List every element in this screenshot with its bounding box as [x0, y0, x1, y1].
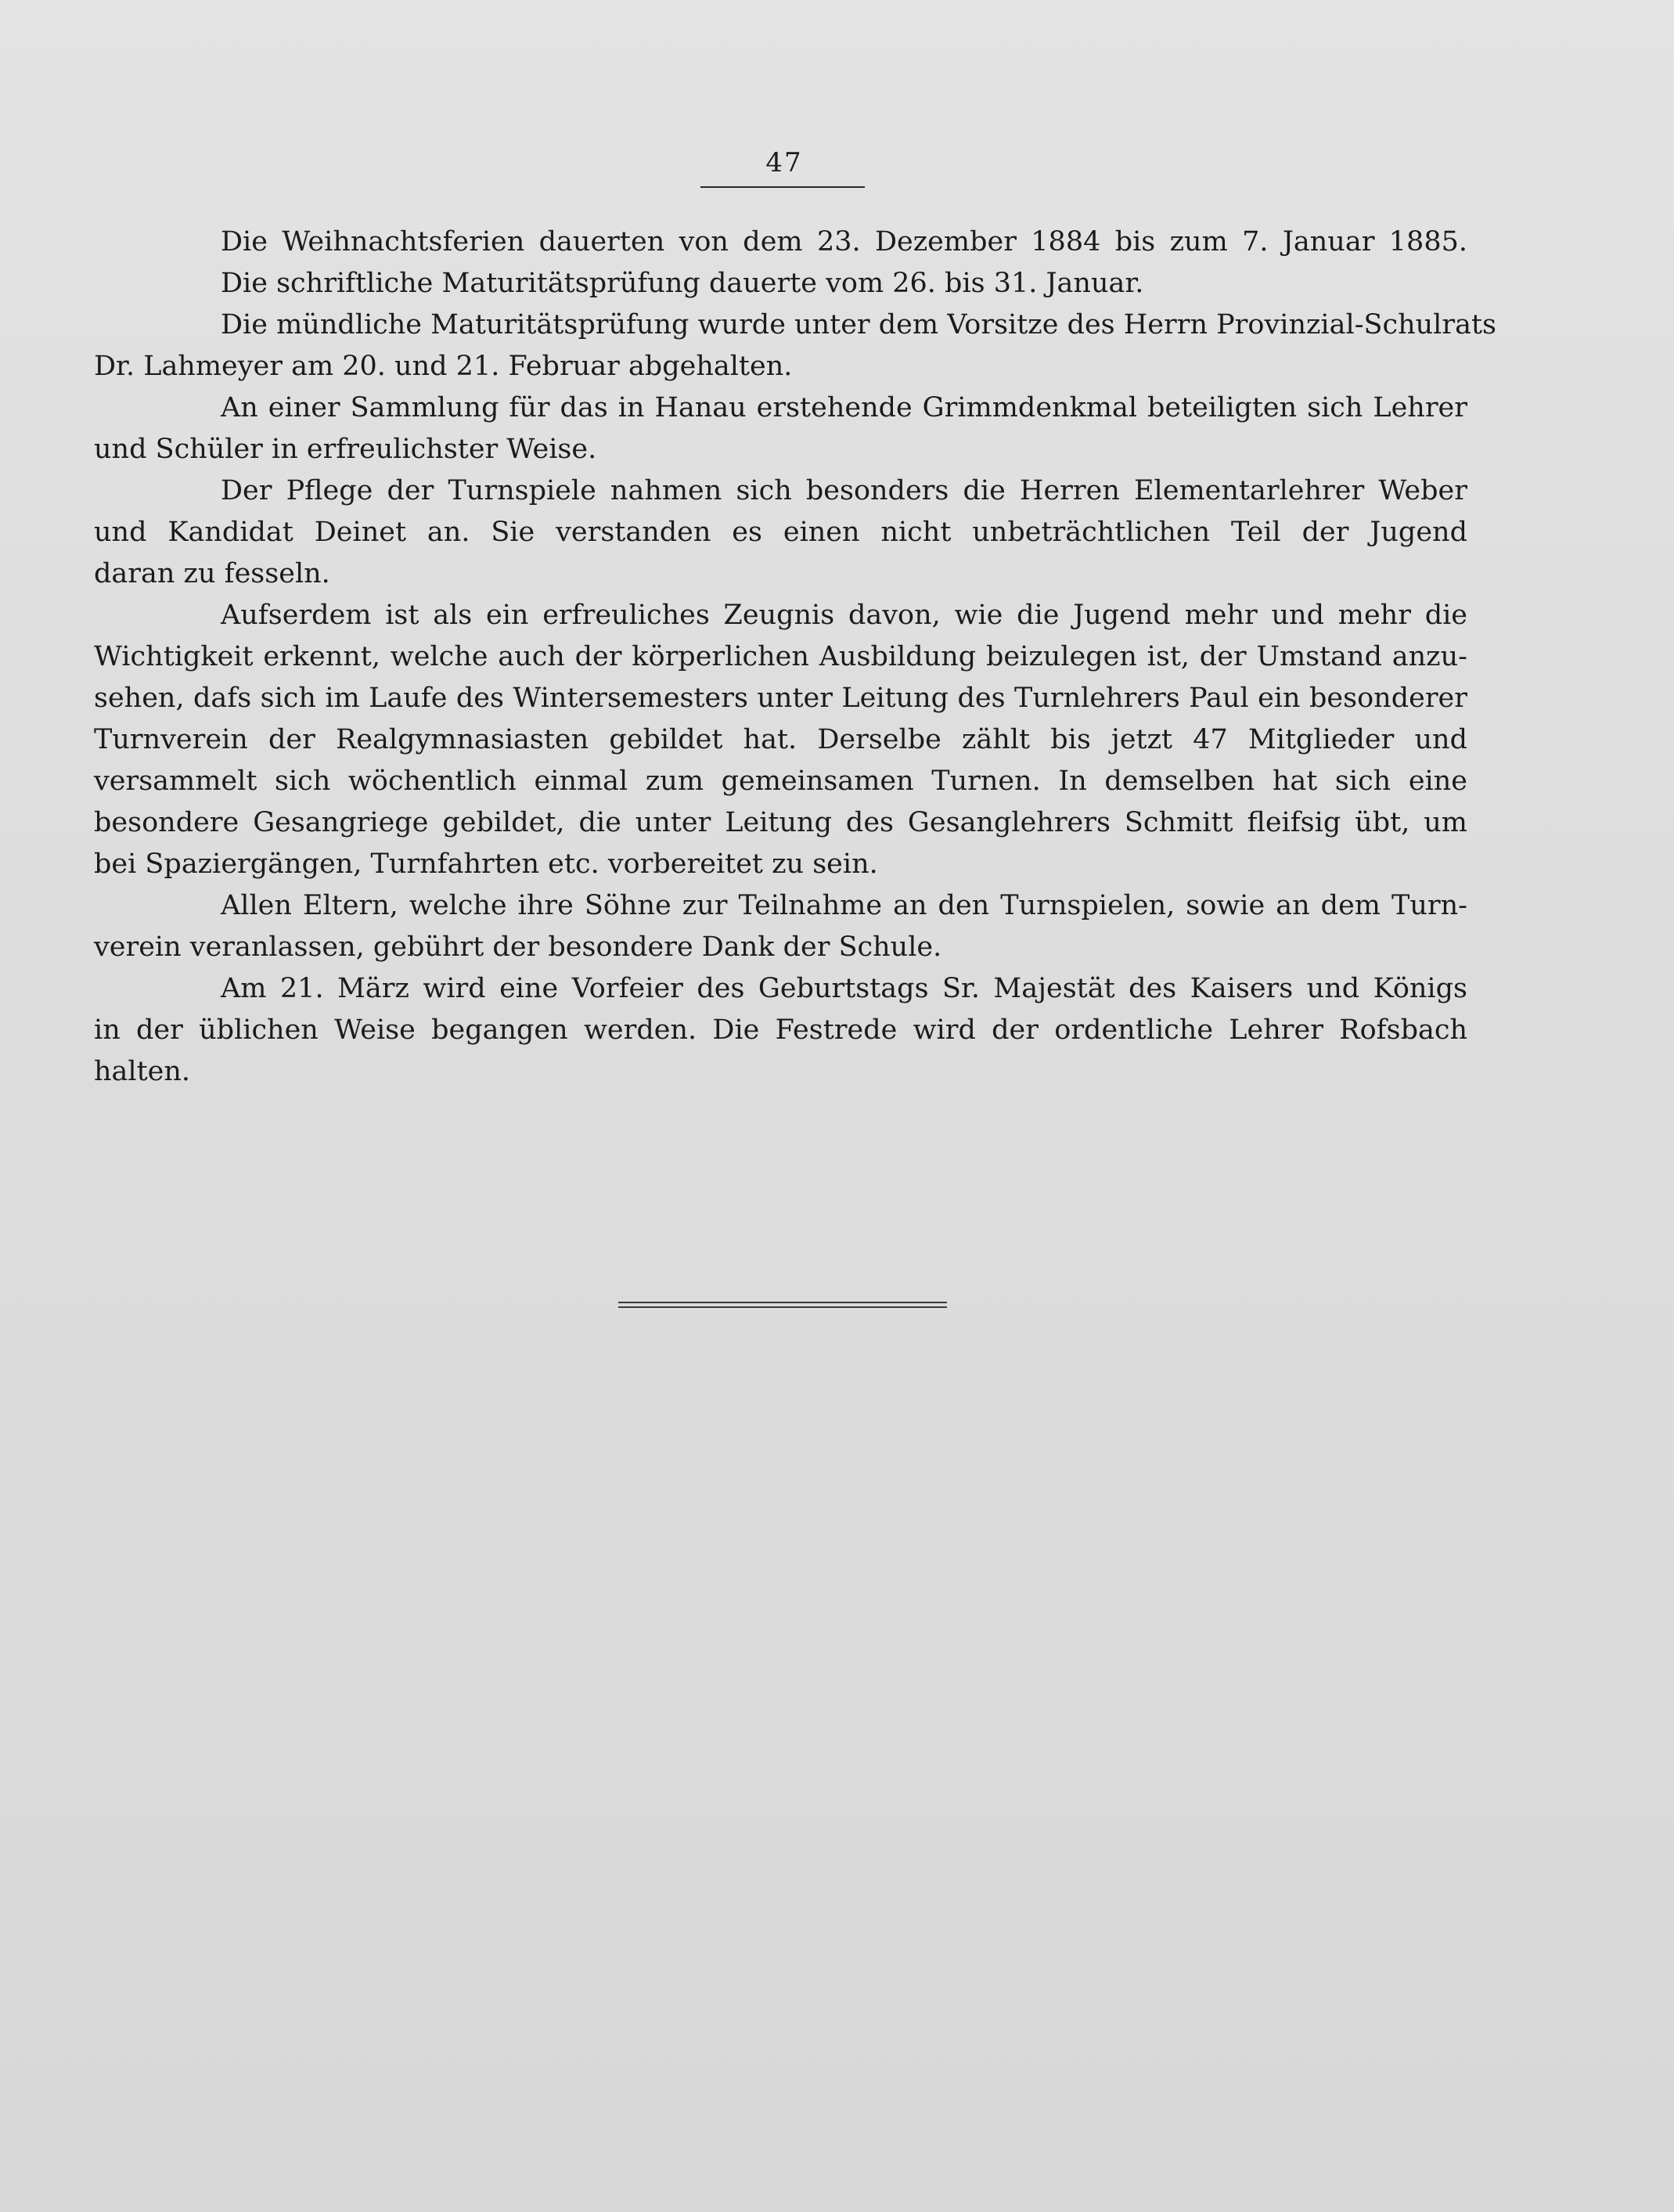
body-text [94, 222, 1496, 1093]
text-line: und Schüler in erfreulichster Weise. [94, 434, 597, 465]
rule-line [618, 1306, 947, 1308]
text-line: Der Pflege der Turnspiele nahmen sich besonders die Herren Elementarlehrer Weber [221, 475, 1467, 506]
text-line: daran zu fesseln. [94, 558, 330, 589]
text-line: Am 21. März wird eine Vorfeier des Geburtstags Sr. Majestät des Kaisers und Königs [221, 973, 1467, 1004]
text-line: Die schriftliche Maturitätsprüfung dauerte vom 26. bis 31. Januar. [221, 268, 1144, 299]
end-double-rule [618, 1302, 947, 1310]
page-number: 47 [765, 147, 803, 178]
text-line: Die mündliche Maturitätsprüfung wurde unter dem Vorsitze des Herrn Provinzial-Schulrats [221, 309, 1496, 340]
text-line: in der üblichen Weise begangen werden. Die Festrede wird der ordentliche Lehrer Rofsbach [94, 1014, 1467, 1046]
text-line: halten. [94, 1056, 191, 1087]
text-line: Die Weihnachtsferien dauerten von dem 23. Dezember 1884 bis zum 7. Januar 1885. [221, 226, 1467, 258]
text-line: und Kandidat Deinet an. Sie verstanden es einen nicht unbeträchtlichen Teil der Jugend [94, 517, 1467, 548]
text-line: besondere Gesangriege gebildet, die unter Leitung des Gesanglehrers Schmitt fleifsig übt, um [94, 807, 1467, 838]
text-line: Allen Eltern, welche ihre Söhne zur Teilnahme an den Turnspielen, sowie an dem Turn- [221, 890, 1467, 921]
text-line: sehen, dafs sich im Laufe des Wintersemesters unter Leitung des Turnlehrers Paul ein besonderer [94, 683, 1467, 714]
text-line: versammelt sich wöchentlich einmal zum gemeinsamen Turnen. In demselben hat sich eine [94, 766, 1467, 797]
rule-line [618, 1302, 947, 1303]
text-line: Dr. Lahmeyer am 20. und 21. Februar abgehalten. [94, 351, 793, 382]
text-line: An einer Sammlung für das in Hanau erstehende Grimmdenkmal beteiligten sich Lehrer [221, 392, 1467, 423]
text-line: Wichtigkeit erkennt, welche auch der körperlichen Ausbildung beizulegen ist, der Umstand anzu- [94, 641, 1467, 672]
text-line: bei Spaziergängen, Turnfahrten etc. vorbereitet zu sein. [94, 848, 878, 880]
text-line: Turnverein der Realgymnasiasten gebildet hat. Derselbe zählt bis jetzt 47 Mitglieder und [94, 724, 1467, 755]
page-number-rule [700, 186, 865, 188]
text-line: Aufserdem ist als ein erfreuliches Zeugnis davon, wie die Jugend mehr und mehr die [221, 600, 1467, 631]
text-line: verein veranlassen, gebührt der besondere Dank der Schule. [94, 931, 942, 963]
